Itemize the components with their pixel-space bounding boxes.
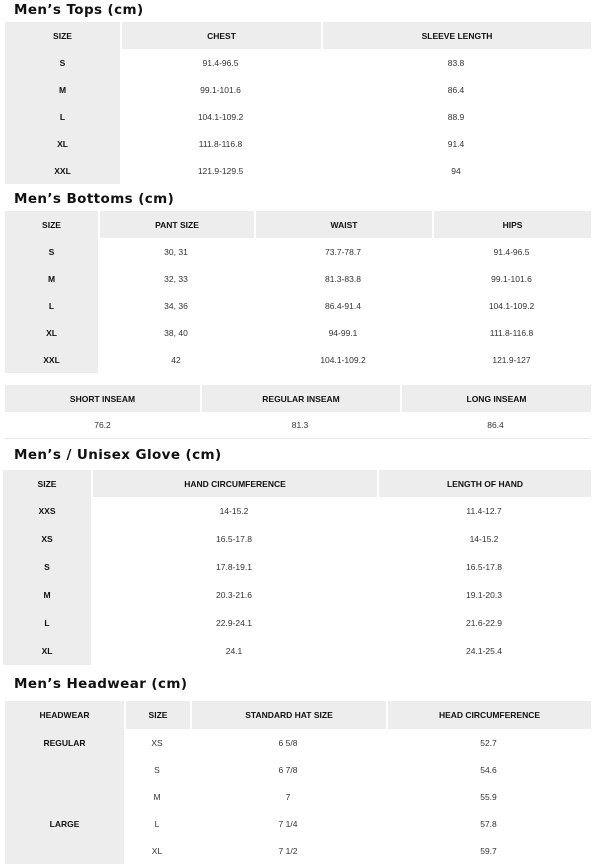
table-row: [3, 637, 591, 665]
head-circumference-cell: 55.9: [386, 783, 591, 810]
table-row: [3, 553, 591, 581]
waist-cell: 94-99.1: [254, 319, 432, 346]
sleeve-cell: 94: [321, 157, 591, 184]
table-row: [5, 265, 591, 292]
size-cell: XL: [3, 637, 91, 665]
pant-cell: 38, 40: [98, 319, 254, 346]
size-cell: L: [5, 292, 98, 319]
tops-table: [5, 22, 591, 184]
chest-cell: 99.1-101.6: [120, 76, 321, 103]
head-circumference-cell: 59.7: [386, 837, 591, 864]
size-cell: M: [5, 265, 98, 292]
headwear-header-type: HEADWEAR: [5, 701, 124, 729]
size-cell: XL: [5, 130, 120, 157]
table-row: [5, 130, 591, 157]
size-cell: S: [124, 756, 190, 783]
inseam-header-short: SHORT INSEAM: [5, 385, 200, 412]
table-row: [5, 783, 591, 810]
tops-header-size: SIZE: [5, 22, 120, 49]
glove-table: [3, 470, 591, 665]
sleeve-cell: 86.4: [321, 76, 591, 103]
length-cell: 24.1-25.4: [377, 637, 591, 665]
bottoms-header-size: SIZE: [5, 211, 98, 238]
headwear-header-head-circumference: HEAD CIRCUMFERENCE: [386, 701, 591, 729]
size-cell: L: [124, 810, 190, 837]
table-row: [5, 103, 591, 130]
sleeve-cell: 91.4: [321, 130, 591, 157]
hat-size-cell: 6 7/8: [190, 756, 386, 783]
sleeve-cell: 88.9: [321, 103, 591, 130]
size-cell: M: [3, 581, 91, 609]
size-cell: L: [5, 103, 120, 130]
size-cell: L: [3, 609, 91, 637]
inseam-long-value: 86.4: [400, 412, 591, 439]
headwear-group-label: REGULAR: [5, 729, 124, 783]
table-row: [5, 346, 591, 373]
bottoms-header-pant: PANT SIZE: [98, 211, 254, 238]
tops-header-chest: CHEST: [120, 22, 321, 49]
tops-header-sleeve: SLEEVE LENGTH: [321, 22, 591, 49]
bottoms-table: [5, 211, 591, 373]
circumference-cell: 14-15.2: [91, 497, 377, 525]
chest-cell: 121.9-129.5: [120, 157, 321, 184]
waist-cell: 73.7-78.7: [254, 238, 432, 265]
size-cell: S: [5, 238, 98, 265]
size-cell: M: [5, 76, 120, 103]
size-cell: S: [5, 49, 120, 76]
table-row: [5, 49, 591, 76]
pant-cell: 32, 33: [98, 265, 254, 292]
waist-cell: 86.4-91.4: [254, 292, 432, 319]
table-row: [5, 729, 591, 756]
hips-cell: 91.4-96.5: [432, 238, 591, 265]
circumference-cell: 24.1: [91, 637, 377, 665]
glove-header-hand-length: LENGTH OF HAND: [377, 470, 591, 497]
inseam-header-regular: REGULAR INSEAM: [200, 385, 400, 412]
headwear-header-size: SIZE: [124, 701, 190, 729]
table-row: [5, 319, 591, 346]
glove-header-size: SIZE: [3, 470, 91, 497]
pant-cell: 30, 31: [98, 238, 254, 265]
table-row: [3, 581, 591, 609]
table-row: [5, 76, 591, 103]
glove-title: Men’s / Unisex Glove (cm): [14, 447, 222, 463]
table-row: [5, 238, 591, 265]
sleeve-cell: 83.8: [321, 49, 591, 76]
hips-cell: 99.1-101.6: [432, 265, 591, 292]
table-row: [5, 157, 591, 184]
inseam-regular-value: 81.3: [200, 412, 400, 439]
bottoms-title: Men’s Bottoms (cm): [14, 191, 175, 207]
circumference-cell: 20.3-21.6: [91, 581, 377, 609]
length-cell: 14-15.2: [377, 525, 591, 553]
glove-header-hand-circumference: HAND CIRCUMFERENCE: [91, 470, 377, 497]
table-row: [3, 609, 591, 637]
hat-size-cell: 6 5/8: [190, 729, 386, 756]
bottoms-header-hips: HIPS: [432, 211, 591, 238]
chest-cell: 91.4-96.5: [120, 49, 321, 76]
length-cell: 21.6-22.9: [377, 609, 591, 637]
pant-cell: 42: [98, 346, 254, 373]
size-cell: XL: [124, 837, 190, 864]
chest-cell: 111.8-116.8: [120, 130, 321, 157]
inseam-short-value: 76.2: [5, 412, 200, 439]
size-cell: S: [3, 553, 91, 581]
table-row: [5, 292, 591, 319]
hat-size-cell: 7: [190, 783, 386, 810]
size-cell: M: [124, 783, 190, 810]
chest-cell: 104.1-109.2: [120, 103, 321, 130]
head-circumference-cell: 52.7: [386, 729, 591, 756]
pant-cell: 34, 36: [98, 292, 254, 319]
headwear-table: [5, 701, 591, 864]
waist-cell: 104.1-109.2: [254, 346, 432, 373]
length-cell: 11.4-12.7: [377, 497, 591, 525]
hips-cell: 111.8-116.8: [432, 319, 591, 346]
headwear-header-hat-size: STANDARD HAT SIZE: [190, 701, 386, 729]
hips-cell: 121.9-127: [432, 346, 591, 373]
head-circumference-cell: 54.6: [386, 756, 591, 783]
headwear-title: Men’s Headwear (cm): [14, 676, 188, 692]
inseam-table: [5, 385, 591, 439]
length-cell: 16.5-17.8: [377, 553, 591, 581]
size-cell: XL: [5, 319, 98, 346]
hips-cell: 104.1-109.2: [432, 292, 591, 319]
size-cell: XXL: [5, 346, 98, 373]
headwear-group-label: LARGE: [5, 783, 124, 864]
circumference-cell: 17.8-19.1: [91, 553, 377, 581]
waist-cell: 81.3-83.8: [254, 265, 432, 292]
length-cell: 19.1-20.3: [377, 581, 591, 609]
circumference-cell: 16.5-17.8: [91, 525, 377, 553]
inseam-header-long: LONG INSEAM: [400, 385, 591, 412]
size-cell: XS: [124, 729, 190, 756]
circumference-cell: 22.9-24.1: [91, 609, 377, 637]
table-row: [5, 412, 591, 439]
hat-size-cell: 7 1/2: [190, 837, 386, 864]
head-circumference-cell: 57.8: [386, 810, 591, 837]
size-cell: XXS: [3, 497, 91, 525]
bottoms-header-waist: WAIST: [254, 211, 432, 238]
hat-size-cell: 7 1/4: [190, 810, 386, 837]
tops-title: Men’s Tops (cm): [14, 2, 144, 18]
size-cell: XXL: [5, 157, 120, 184]
size-cell: XS: [3, 525, 91, 553]
table-row: [3, 497, 591, 525]
table-row: [3, 525, 591, 553]
